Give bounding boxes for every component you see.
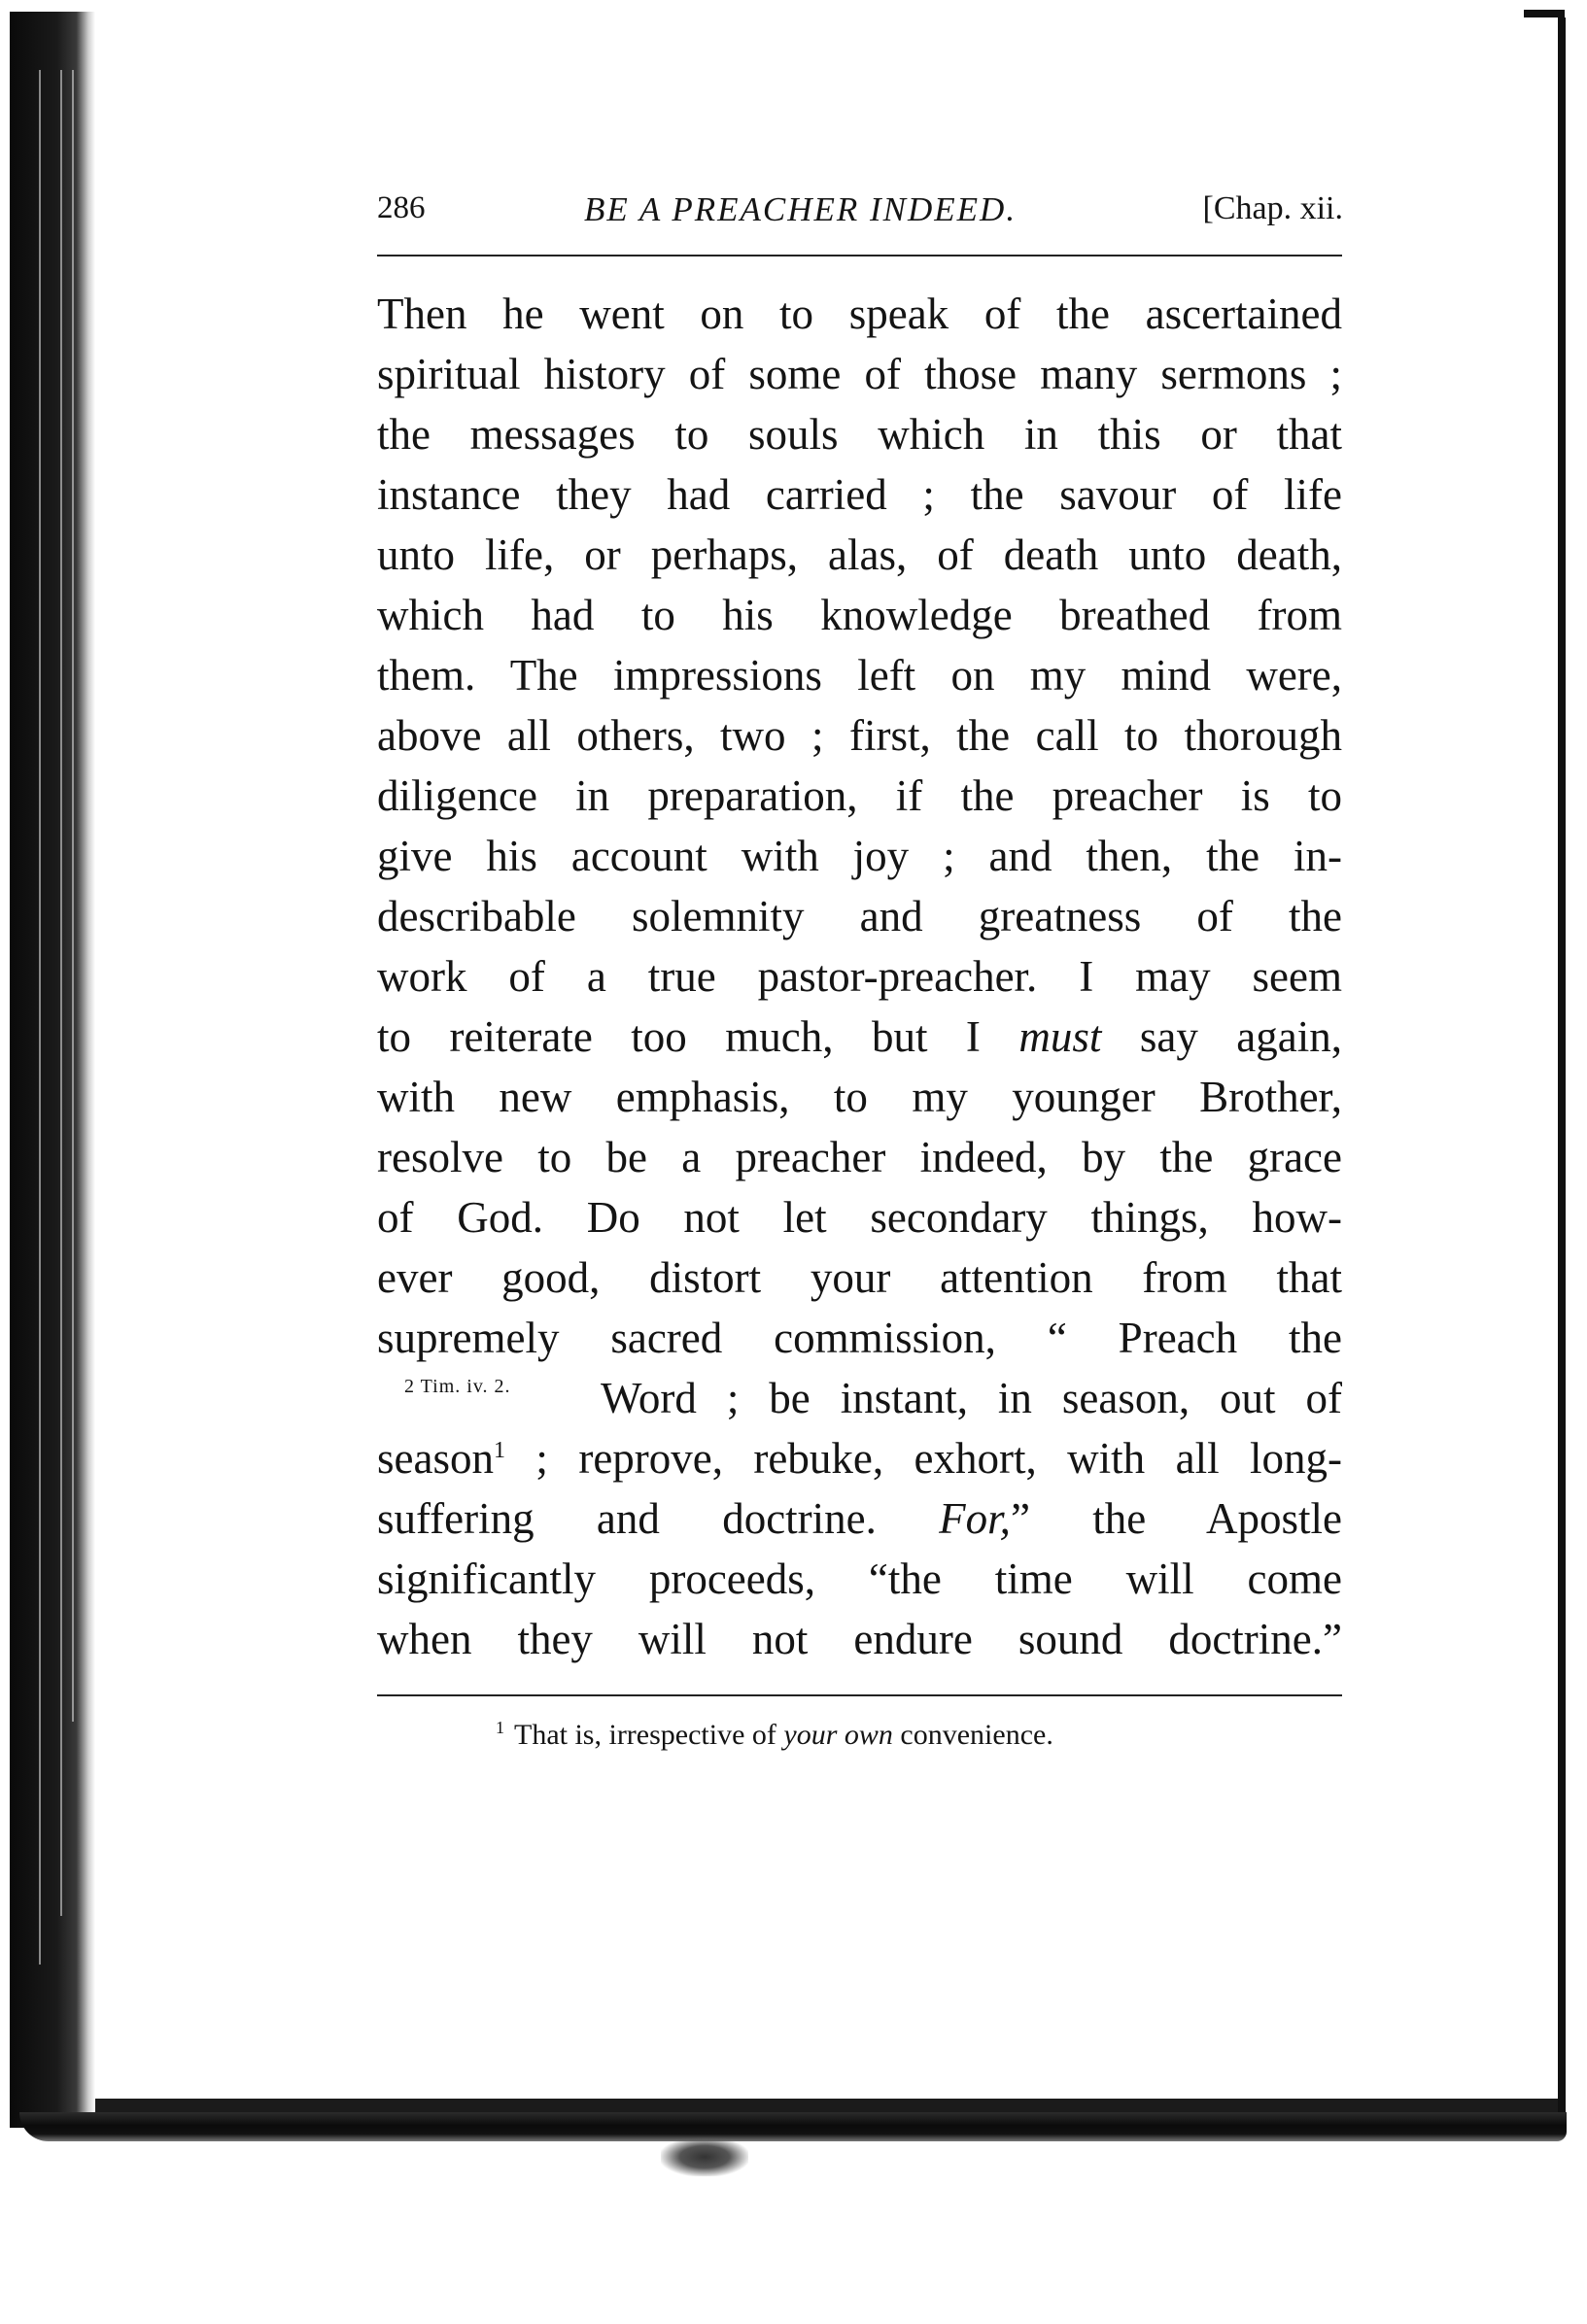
footnote-text: convenience.	[892, 1719, 1053, 1751]
text-line: give his account with joy ; and then, the in-	[377, 832, 1342, 880]
page-header	[377, 190, 1349, 249]
text-line: describable solemnity and greatness of the	[377, 892, 1342, 940]
text-line: the messages to souls which in this or that	[377, 410, 1342, 459]
text-line: significantly proceeds, “the time will come	[377, 1555, 1342, 1603]
binding-edge	[10, 12, 95, 2128]
emphasis: must	[1018, 1012, 1102, 1061]
text-run: suffering and doctrine.	[377, 1494, 940, 1543]
text-line: of God. Do not let secondary things, how-	[377, 1193, 1342, 1242]
text-run: season	[377, 1434, 494, 1483]
page-number: 286	[377, 190, 426, 225]
text-run: say again,	[1101, 1012, 1343, 1061]
running-title: BE A PREACHER INDEED.	[584, 190, 1018, 228]
scan-streak	[60, 70, 62, 1916]
text-line: Then he went on to speak of the ascertained	[377, 290, 1342, 338]
text-line: work of a true pastor-preacher. I may seem	[377, 952, 1342, 1001]
footnote-text: That is, irrespective of	[514, 1719, 784, 1751]
frame-edge-bottom	[19, 2112, 1567, 2141]
chapter-label: [Chap. xii.	[1202, 190, 1343, 226]
text-line: diligence in preparation, if the preacher is to	[377, 771, 1342, 820]
header-rule	[377, 255, 1342, 256]
text-line	[377, 1007, 1342, 1067]
text-line: with new emphasis, to my younger Brother,	[377, 1073, 1342, 1121]
text-line: them. The impressions left on my mind were,	[377, 651, 1342, 700]
frame-edge-right	[1558, 17, 1566, 2136]
text-line: spiritual history of some of those many sermons ;	[377, 350, 1342, 398]
scan-streak	[39, 70, 41, 1965]
text-line: unto life, or perhaps, alas, of death unto death,	[377, 530, 1342, 579]
scan-smudge	[661, 2137, 748, 2176]
text-line	[377, 1488, 1342, 1549]
footnote-rule	[377, 1694, 1342, 1696]
text-run: to reiterate too much, but I	[377, 1012, 1019, 1061]
text-run: ; reprove, rebuke, exhort, with all long-	[504, 1434, 1342, 1483]
text-line: instance they had carried ; the savour of life	[377, 470, 1342, 519]
text-line: ever good, distort your attention from that	[377, 1253, 1342, 1302]
text-line: when they will not endure sound doctrine.”	[377, 1615, 1342, 1663]
footnote-emphasis: your own	[783, 1719, 893, 1751]
body-text	[377, 284, 1342, 1669]
text-run: Word ; be instant, in season, out of	[601, 1374, 1342, 1422]
text-line	[377, 1368, 1342, 1428]
footnote-mark: 1	[496, 1718, 504, 1737]
text-line: which had to his knowledge breathed from	[377, 591, 1342, 639]
text-line	[377, 1428, 1342, 1488]
footnote-ref: 1	[493, 1438, 505, 1463]
text-line: above all others, two ; first, the call to thorough	[377, 711, 1342, 760]
emphasis: For,	[939, 1494, 1011, 1543]
scan-streak	[72, 70, 74, 1722]
text-line: resolve to be a preacher indeed, by the grace	[377, 1133, 1342, 1181]
frame-corner	[1524, 10, 1565, 17]
footnote	[496, 1718, 1053, 1752]
text-line: supremely sacred commission, “ Preach the	[377, 1314, 1342, 1362]
margin-reference: 2 Tim. iv. 2.	[404, 1376, 511, 1397]
text-run: ” the Apostle	[1010, 1494, 1342, 1543]
